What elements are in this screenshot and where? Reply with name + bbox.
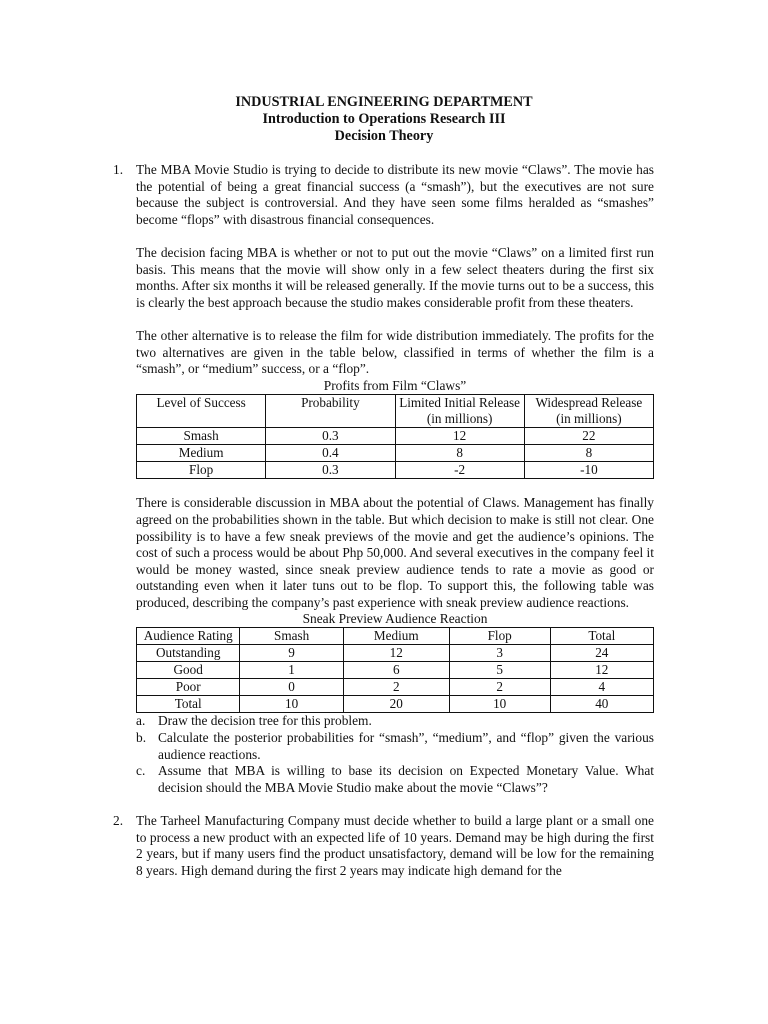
table-cell: 5 [449,662,550,679]
table-cell: 22 [524,427,653,444]
question-text: Assume that MBA is willing to base its decision on Expected Monetary Value. What decision should the MBA Movie Studio make about the movie “Claws”? [158,763,654,795]
column-header: Audience Rating [137,628,240,645]
column-header: Total [550,628,653,645]
question-label: a. [136,713,146,729]
table-cell: Outstanding [137,645,240,662]
department-title: INDUSTRIAL ENGINEERING DEPARTMENT [235,94,533,110]
paragraph: There is considerable discussion in MBA about the potential of Claws. Management has finally agreed on the probabilities shown in the table. But which decision to make is still not clear. One possibility is to have a few sneak previews of the movie and get the audience’s opinions. The cost of such a process would be about Php 50,000. And several executives in the company feel it would be money wasted, since sneak preview audience tends to rate a movie as good or outstanding even when it later tuns out to be flop. To support this, the following table was produced, describing the company’s past experience with sneak preview audience reactions. [136,495,654,610]
question-list [136,713,654,796]
table-cell: 0 [240,679,343,696]
question-text: Calculate the posterior probabilities for “smash”, “medium”, and “flop” given the various audience reactions. [158,730,654,762]
table-cell: 10 [240,696,343,713]
paragraph: The decision facing MBA is whether or not to put out the movie “Claws” on a limited first run basis. This means that the movie will show only in a few select theaters during the first six months. After six months it will be released generally. If the movie turns out to be a success, this is clearly the best approach because the studio makes considerable profit from these theaters. [136,244,654,310]
paragraph: The MBA Movie Studio is trying to decide to distribute its new movie “Claws”. The movie has the potential of being a great financial success (a “smash”), but the executives are not sure because the subject is controversial. And they have seen some films heralded as “smashes” become “flops” with disastrous financial consequences. [136,162,654,227]
table-cell: 1 [240,662,343,679]
table-cell: Good [137,662,240,679]
table-cell: 12 [343,645,449,662]
table-cell: 12 [550,662,653,679]
question-item [136,730,654,763]
table-cell: Flop [137,461,266,478]
table-cell: 12 [395,427,524,444]
table-cell: 0.3 [266,427,395,444]
table-cell: 20 [343,696,449,713]
table-row [137,662,654,679]
table-cell: -2 [395,461,524,478]
table-row [137,461,654,478]
problem-number: 1. [113,162,124,177]
table-caption: Profits from Film “Claws” [323,377,467,393]
table-row [137,645,654,662]
table-caption: Sneak Preview Audience Reaction [302,611,488,627]
table-cell: Smash [137,427,266,444]
table-row [137,444,654,461]
column-header: Level of Success [137,394,266,427]
table-cell: Medium [137,444,266,461]
question-label: b. [136,730,147,746]
course-title: Introduction to Operations Research III [262,111,506,127]
table-cell: 6 [343,662,449,679]
problem-1 [113,162,654,796]
table-header-row [137,628,654,645]
table-cell: Total [137,696,240,713]
table-cell: 2 [449,679,550,696]
document-header [0,94,768,145]
column-header: Probability [266,394,395,427]
topic-title: Decision Theory [334,128,434,144]
column-header: Limited Initial Release (in millions) [395,394,524,427]
table-cell: 0.3 [266,461,395,478]
table-cell: 4 [550,679,653,696]
question-item [136,713,654,730]
problem-2 [113,813,654,879]
table-cell: 8 [524,444,653,461]
table-cell: 40 [550,696,653,713]
column-header: Flop [449,628,550,645]
table-cell: 24 [550,645,653,662]
table-cell: 10 [449,696,550,713]
table-cell: 8 [395,444,524,461]
table-cell: 2 [343,679,449,696]
question-label: c. [136,763,146,779]
column-header: Medium [343,628,449,645]
sneak-preview-table [136,627,654,713]
question-text: Draw the decision tree for this problem. [158,713,372,729]
paragraph: The other alternative is to release the film for wide distribution immediately. The profits for the two alternatives are given in the table below, classified in terms of whether the film is a “smash”, or “medium” success, or a “flop”. [136,327,654,377]
column-header: Widespread Release (in millions) [524,394,653,427]
table-row [137,679,654,696]
table-row [137,696,654,713]
table-row [137,427,654,444]
problem-number: 2. [113,813,124,829]
table-cell: 3 [449,645,550,662]
table-cell: 9 [240,645,343,662]
table-cell: Poor [137,679,240,696]
table-cell: 0.4 [266,444,395,461]
column-header: Smash [240,628,343,645]
question-item [136,763,654,796]
paragraph: The Tarheel Manufacturing Company must decide whether to build a large plant or a small one to process a new product with an expected life of 10 years. Demand may be high during the first 2 years, but if many users find the product unsatisfactory, demand will be low for the remaining 8 years. High demand during the first 2 years may indicate high demand for the [136,813,654,878]
document-body [113,162,654,879]
profits-table [136,394,654,479]
table-header-row [137,394,654,427]
table-cell: -10 [524,461,653,478]
